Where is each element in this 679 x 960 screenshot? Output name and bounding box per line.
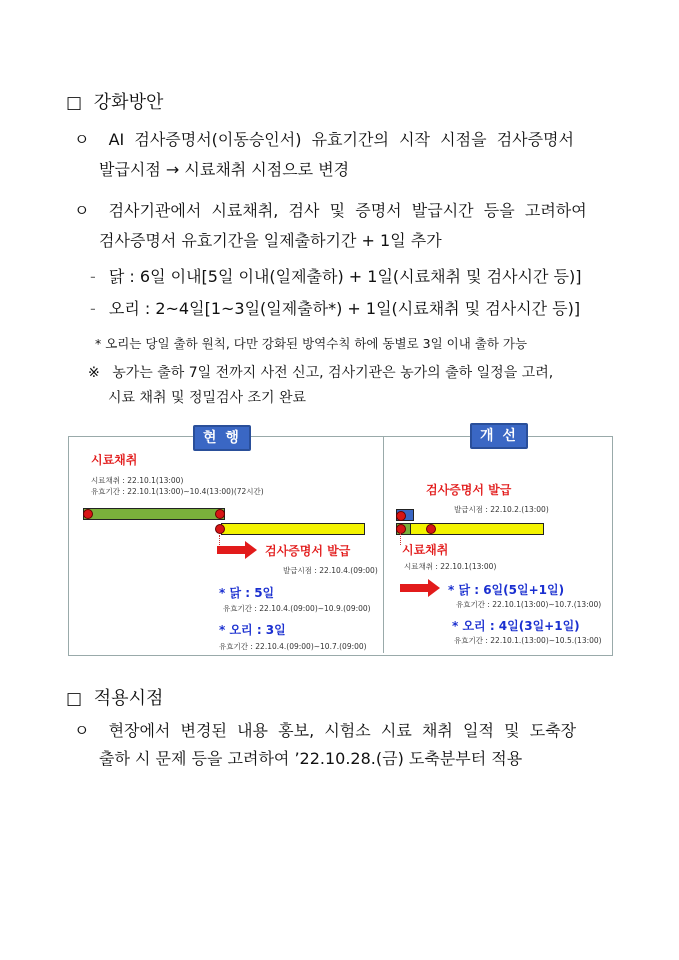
note [88,362,553,382]
sample-date: 시료채취 : 22.10.1(13:00) [404,562,497,571]
list-item [74,200,587,221]
item-line-continued: 출하 시 문제 등을 고려하여 ’22.10.28.(금) 도축분부터 적용 [99,749,523,768]
item-line-continued: 검사증명서 유효기간을 일제출하기간 + 1일 추가 [99,231,442,250]
start-dot [83,509,93,519]
bar-yellow [221,523,365,535]
section-title: 적용시점 [93,688,164,709]
validity-period: 유효기간 : 22.10.1(13:00)~10.4(13:00)(72시간) [91,487,264,496]
section-title: 강화방안 [93,92,164,113]
mid-dot [215,524,225,534]
note-line: 농가는 출하 7일 전까지 사전 신고, 검사기관은 농가의 출하 일정을 고려, [112,365,554,381]
comparison-diagram [68,428,613,656]
item-line: 검사기관에서 시료채취, 검사 및 증명서 발급시간 등을 고려하여 [108,201,587,220]
issue-title: 검사증명서 발급 [265,544,351,558]
sub-item-text: 오리 : 2~4일[1~3일(일제출하*) + 1일(시료채취 및 검사시간 등)] [108,299,581,318]
item-line-continued: 발급시점 → 시료채취 시점으로 변경 [99,160,350,179]
dash: - [90,299,96,318]
current-panel [69,430,383,653]
duck-validity: 유효기간 : 22.10.4.(09:00)~10.7.(09:00) [219,642,367,651]
section-heading-application [66,684,163,710]
mid-dot [215,509,225,519]
sub-item-duck [90,298,580,319]
improved-panel [383,428,612,653]
circle-bullet: ㅇ [74,721,90,740]
start-dot [396,524,406,534]
circle-bullet: ㅇ [74,201,90,220]
issue-date: 발급시점 : 22.10.4.(09:00) [283,566,378,575]
chicken-validity: 유효기간 : 22.10.1(13:00)~10.7.(13:00) [456,600,602,609]
sample-title: 시료채취 [402,543,449,557]
sample-title: 시료채취 [91,453,138,467]
issue-date: 발급시점 : 22.10.2.(13:00) [454,505,549,514]
item-line: 현장에서 변경된 내용 홍보, 시험소 시료 채취 일적 및 도축장 [108,721,577,740]
note-mark: ※ [88,365,100,381]
sub-item-text: 닭 : 6일 이내[5일 이내(일제출하) + 1일(시료채취 및 검사시간 등)] [108,267,582,286]
sub-item-chicken [90,266,581,287]
list-item [74,129,574,150]
right-arrow-icon [217,541,259,559]
dash: - [90,267,96,286]
chicken-title: * 닭 : 5일 [219,586,275,600]
item-line: AI 검사증명서(이동승인서) 유효기간의 시작 시점을 검사증명서 [108,130,574,149]
start-dot [396,511,406,521]
footnote: * 오리는 당일 출하 원칙, 다만 강화된 방역수칙 하에 동별로 3일 이내 출하 가능 [95,336,528,351]
bar-green [83,508,225,520]
current-tag: 현 행 [193,425,251,451]
duck-validity: 유효기간 : 22.10.1.(13:00)~10.5.(13:00) [454,636,602,645]
checkbox-bullet: □ [66,689,83,709]
duck-title: * 오리 : 4일(3일+1일) [452,619,580,633]
list-item [74,720,576,741]
chicken-title: * 닭 : 6일(5일+1일) [448,583,565,597]
checkbox-bullet: □ [66,93,83,113]
right-arrow-icon [400,579,442,597]
chicken-validity: 유효기간 : 22.10.4.(09:00)~10.9.(09:00) [223,604,371,613]
improved-tag: 개 선 [470,423,528,449]
section-heading-strengthening [66,88,163,114]
issue-dot [426,524,436,534]
circle-bullet: ㅇ [74,130,90,149]
duck-title: * 오리 : 3일 [219,623,286,637]
issue-title: 검사증명서 발급 [426,483,512,497]
note-line-continued: 시료 채취 및 정밀검사 조기 완료 [108,390,307,406]
guide-line [400,533,401,545]
sample-date: 시료채취 : 22.10.1(13:00) [91,476,184,485]
